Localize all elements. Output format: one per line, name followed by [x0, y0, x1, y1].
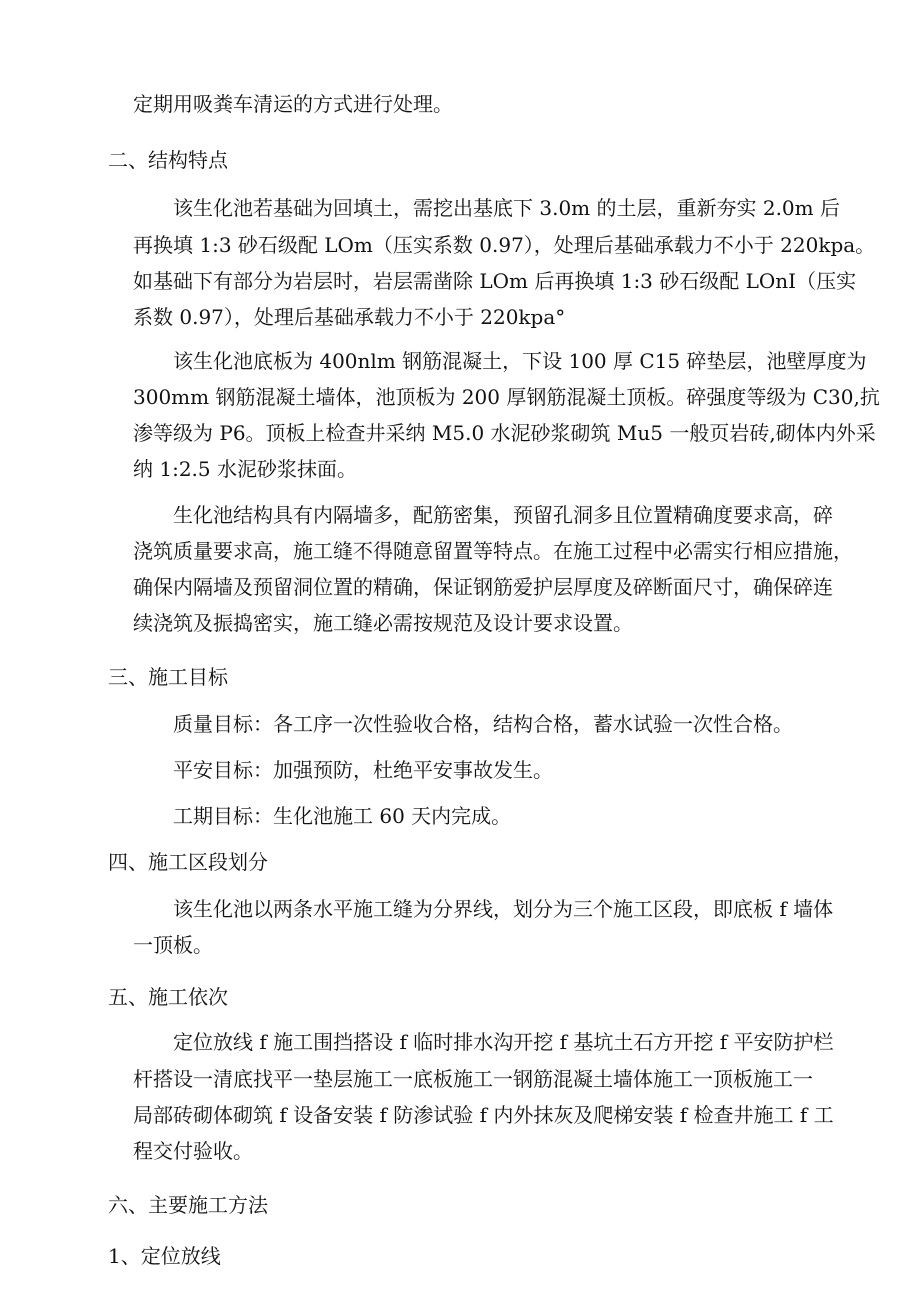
paragraph-line: 确保内隔墙及预留洞位置的精确，保证钢筋爱护层厚度及碎断面尺寸，确保碎连	[133, 575, 833, 599]
section-heading-zones: 四、施工区段划分	[108, 850, 268, 874]
paragraph-line: 定位放线 f 施工围挡搭设 f 临时排水沟开挖 f 基坑土石方开挖 f 平安防护栏	[173, 1030, 834, 1054]
paragraph-line: 浇筑质量要求高，施工缝不得随意留置等特点。在施工过程中必需实行相应措施，	[133, 539, 853, 563]
section-heading-goals: 三、施工目标	[108, 665, 228, 689]
paragraph-line: 续浇筑及振捣密实，施工缝必需按规范及设计要求设置。	[133, 611, 633, 635]
paragraph-line: 程交付验收。	[133, 1139, 253, 1163]
goal-schedule: 工期目标：生化池施工 60 天内完成。	[173, 804, 512, 828]
intro-line: 定期用吸粪车清运的方式进行处理。	[133, 92, 453, 116]
paragraph-line: 局部砖砌体砌筑 f 设备安装 f 防渗试验 f 内外抹灰及爬梯安装 f 检查井施工 f 工	[133, 1103, 834, 1127]
paragraph-line: 渗等级为 P6。顶板上检查井采纳 M5.0 水泥砂浆砌筑 Mu5 一般页岩砖,砌体内外采	[133, 421, 876, 445]
paragraph-line: 系数 0.97），处理后基础承载力不小于 220kpa°	[133, 305, 566, 329]
section-heading-structure: 二、结构特点	[108, 148, 228, 172]
paragraph-line: 纳 1:2.5 水泥砂浆抹面。	[133, 457, 357, 481]
paragraph-line: 该生化池若基础为回填土，需挖出基底下 3.0m 的土层，重新夯实 2.0m 后	[173, 196, 840, 220]
paragraph-line: 300mm 钢筋混凝土墙体，池顶板为 200 厚钢筋混凝土顶板。碎强度等级为 C30,抗	[133, 385, 880, 409]
section-heading-sequence: 五、施工依次	[108, 985, 228, 1009]
paragraph-line: 再换填 1:3 砂石级配 LOm（压实系数 0.97），处理后基础承载力不小于 220kpa。	[133, 233, 876, 257]
paragraph-line: 生化池结构具有内隔墙多，配筋密集，预留孔洞多且位置精确度要求高，碎	[173, 503, 833, 527]
section-heading-methods: 六、主要施工方法	[108, 1193, 268, 1217]
subsection-heading-positioning: 1、定位放线	[108, 1244, 221, 1268]
goal-quality: 质量目标：各工序一次性验收合格，结构合格，蓄水试验一次性合格。	[173, 712, 793, 736]
paragraph-line: 该生化池以两条水平施工缝为分界线，划分为三个施工区段，即底板 f 墙体	[173, 897, 834, 921]
paragraph-line: 该生化池底板为 400nlm 钢筋混凝土，下设 100 厚 C15 碎垫层，池壁厚度为	[173, 349, 867, 373]
goal-safety: 平安目标：加强预防，杜绝平安事故发生。	[173, 758, 553, 782]
paragraph-line: 一顶板。	[133, 933, 213, 957]
paragraph-line: 如基础下有部分为岩层时，岩层需凿除 LOm 后再换填 1:3 砂石级配 LOnI（压实	[133, 269, 857, 293]
paragraph-line: 杆搭设一清底找平一垫层施工一底板施工一钢筋混凝土墙体施工一顶板施工一	[133, 1067, 813, 1091]
